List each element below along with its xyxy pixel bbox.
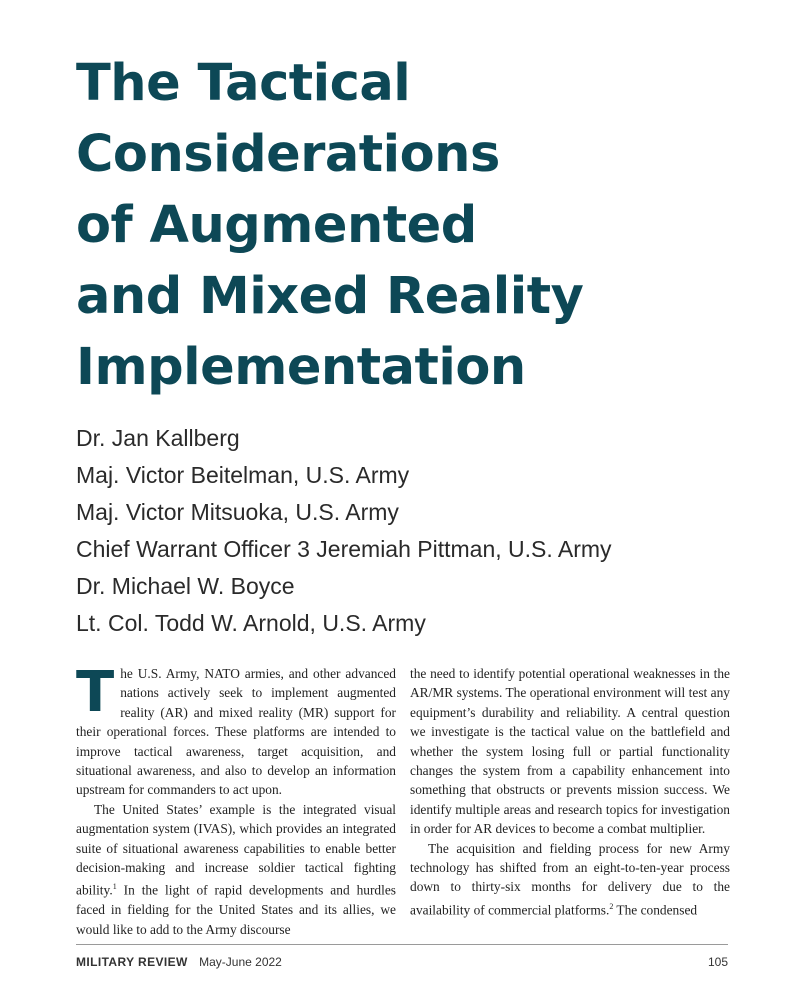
drop-cap: T: [76, 660, 115, 725]
page-footer: [76, 952, 728, 972]
paragraph-text: The acquisition and fielding process for new Army technology has shifted from an eight-to-ten-year process down to thirty-six months for delivery due to the availability of commercial platforms.: [410, 840, 730, 918]
author-name: Dr. Jan Kallberg: [76, 425, 240, 451]
body-paragraph: [410, 839, 730, 920]
body-column-left: [76, 660, 396, 939]
footer-rule: [76, 944, 728, 945]
author-name: Chief Warrant Officer 3 Jeremiah Pittman, U.S. Army: [76, 536, 612, 562]
body-column-right: [410, 664, 730, 920]
body-paragraph: the need to identify potential operational weaknesses in the AR/MR systems. The operational environment will test any equipment’s durability and reliability. A central question we investigate is the tactical value on the battlefield and whether the system losing full or partial functionality changes the system from a capability enhancement into something that obstructs or prevents mission success. We identify multiple areas and research topics for investigation in order for AR devices to become a combat multiplier.: [410, 666, 730, 837]
paragraph-text: he U.S. Army, NATO armies, and other advanced nations actively seek to implement augmented reality (AR) and mixed reality (MR) support for their operational forces. These platforms are intended to improve tactical awareness, target acquisition, and situational awareness, and also to develop an information upstream for commanders to act upon.: [76, 666, 396, 798]
paragraph-text: The United States’ example is the integrated visual augmentation system (IVAS), which provides an integrated suite of situational awareness capabilities to enable better decision-making and increase soldier tactical fighting ability.: [76, 801, 396, 898]
title-line: Considerations: [76, 125, 500, 184]
page-number: 105: [707, 955, 728, 969]
issue-date: May-June 2022: [199, 955, 282, 969]
title-line: The Tactical: [76, 54, 411, 113]
paragraph-text: In the light of rapid developments and hurdles faced in fielding for the United States and its allies, we would like to add to the Army discourse: [76, 882, 396, 937]
author-list: [76, 420, 612, 642]
body-paragraph: [76, 660, 396, 800]
journal-name: MILITARY REVIEW: [76, 955, 188, 969]
footnote-ref[interactable]: 2: [609, 901, 614, 911]
title-line: of Augmented: [76, 196, 477, 255]
author-name: Maj. Victor Beitelman, U.S. Army: [76, 462, 410, 488]
article-title: [76, 48, 716, 403]
footnote-ref[interactable]: 1: [112, 882, 117, 892]
author-name: Lt. Col. Todd W. Arnold, U.S. Army: [76, 610, 426, 636]
author-name: Maj. Victor Mitsuoka, U.S. Army: [76, 499, 399, 525]
body-paragraph: [76, 800, 396, 939]
author-name: Dr. Michael W. Boyce: [76, 573, 295, 599]
title-line: and Mixed Reality: [76, 267, 584, 326]
paragraph-text: The condensed: [613, 902, 698, 918]
title-line: Implementation: [76, 338, 526, 397]
